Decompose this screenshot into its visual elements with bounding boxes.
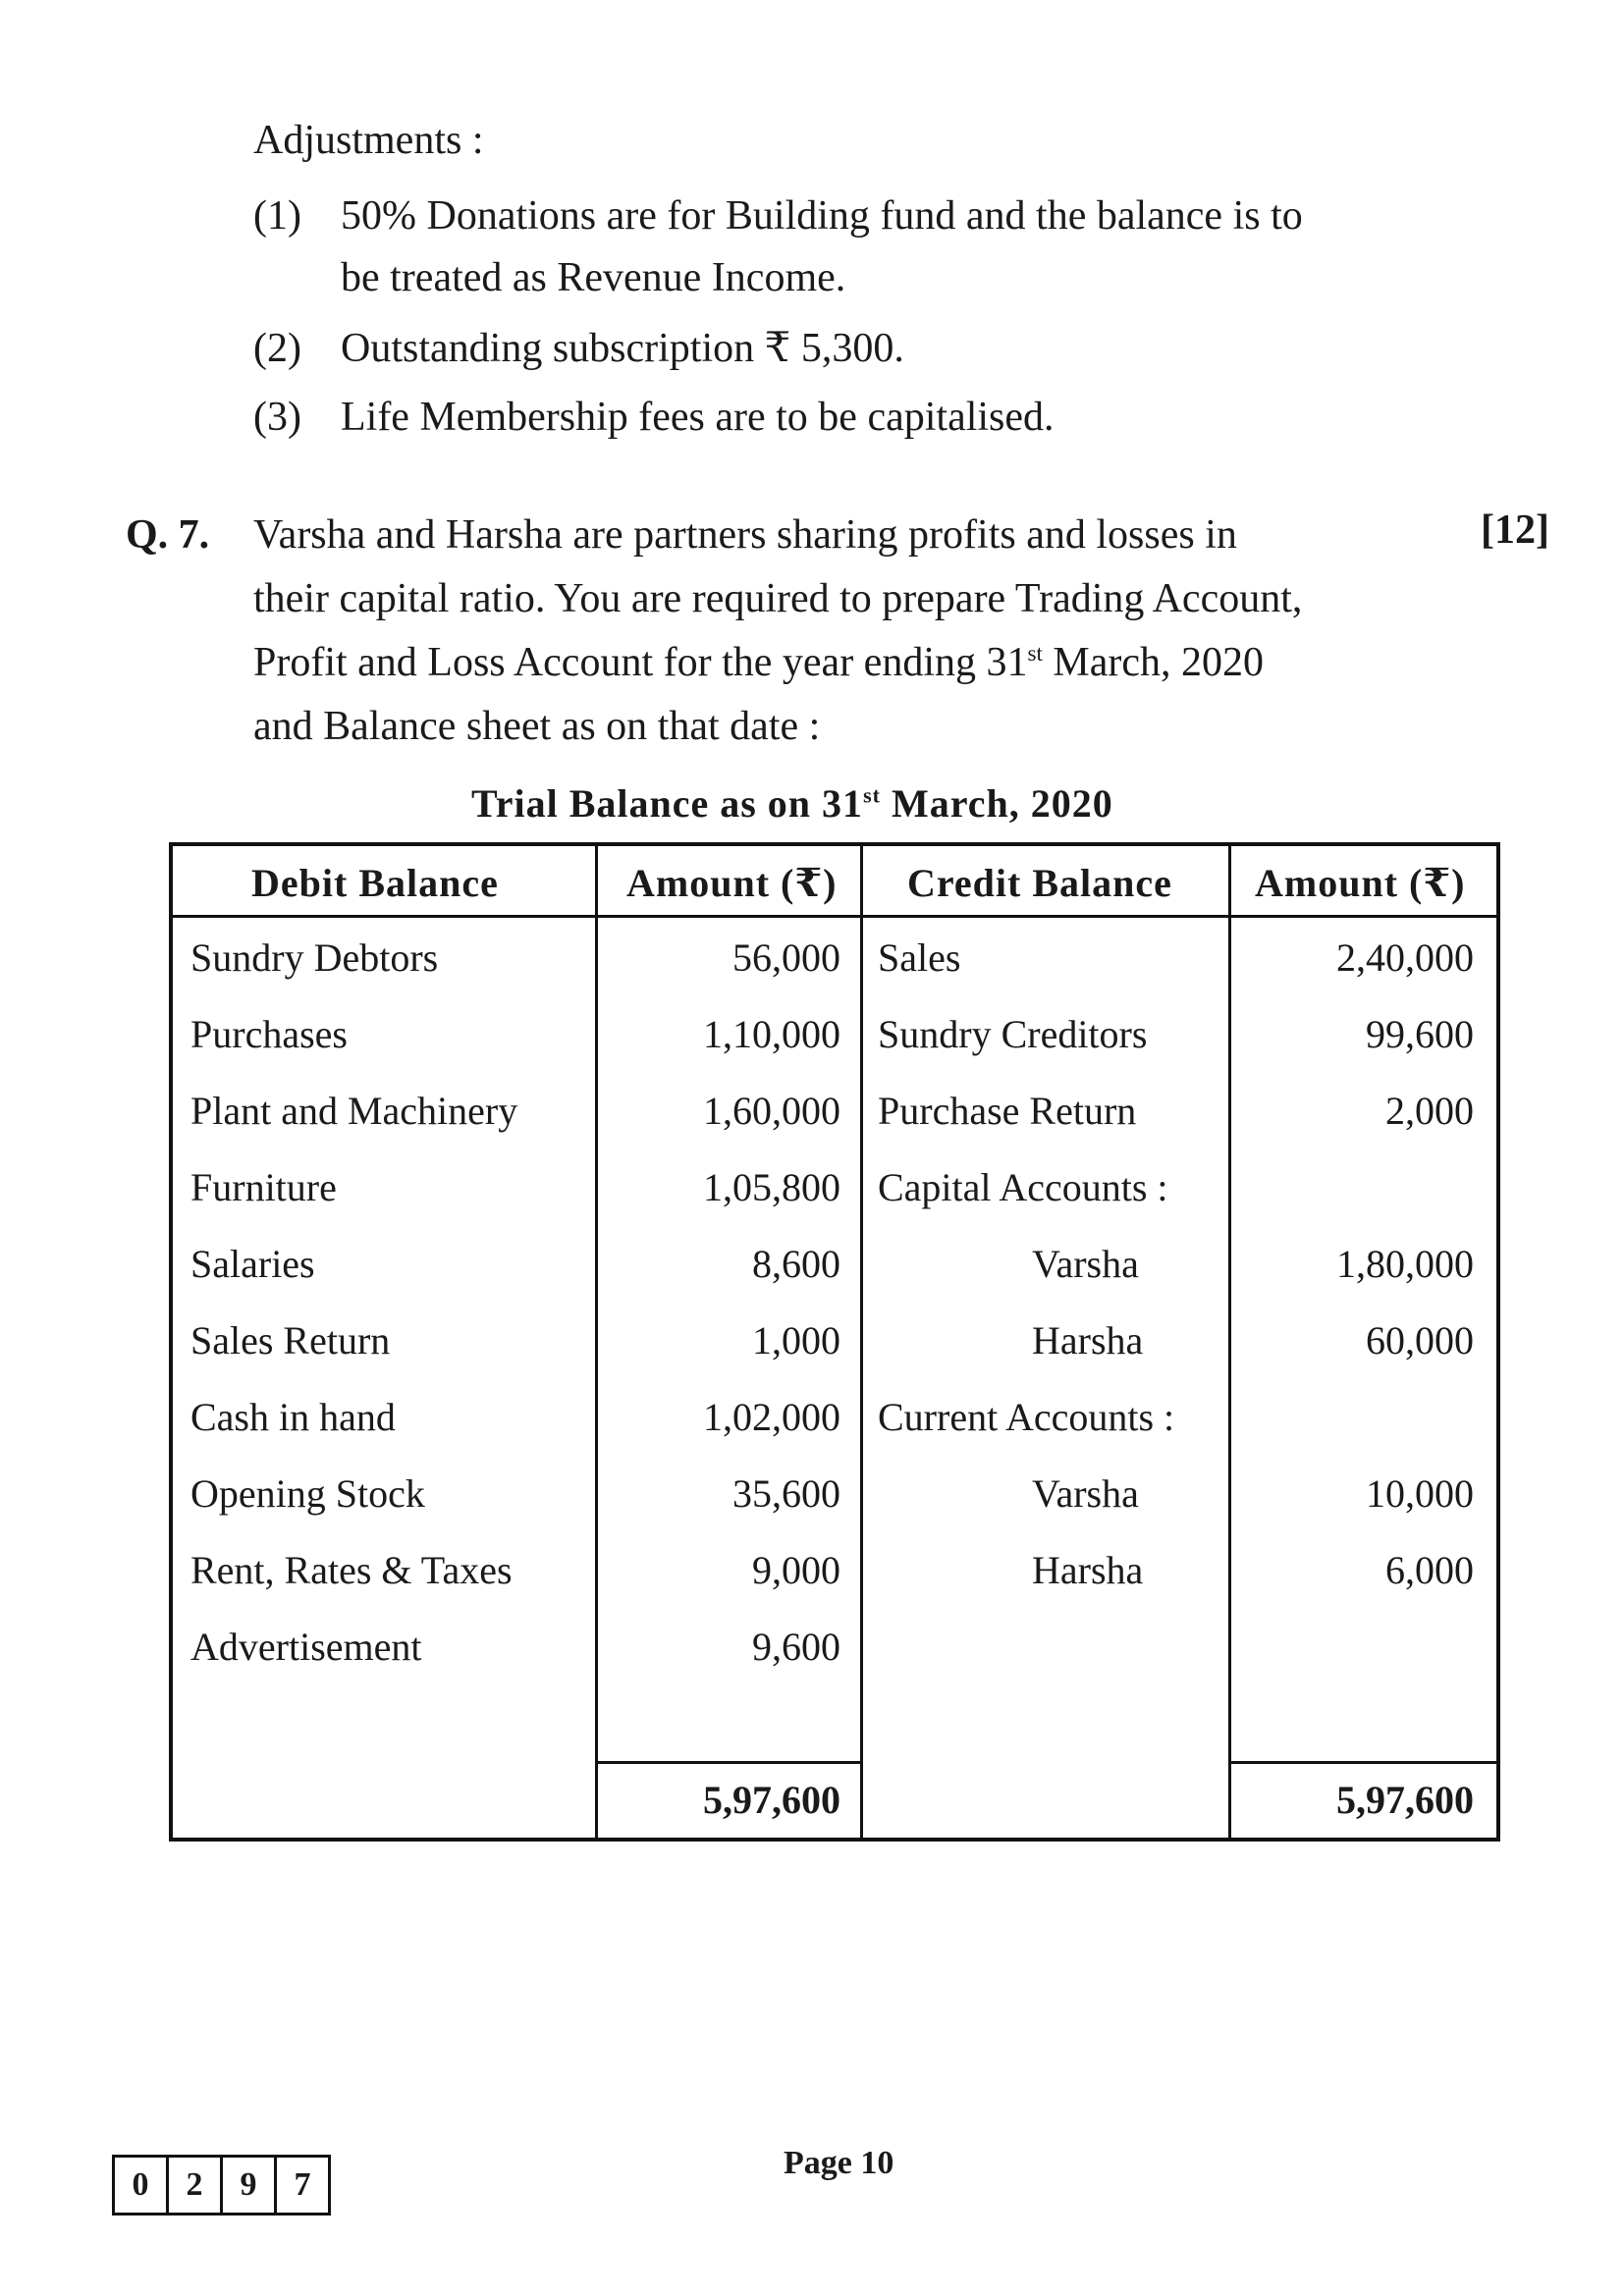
paper-code-digit: 0 — [115, 2158, 169, 2213]
question-line-3-rest: March, 2020 — [1042, 640, 1265, 685]
credit-item-amount: 60,000 — [1366, 1318, 1474, 1362]
credit-item-name: Current Accounts : — [878, 1395, 1175, 1439]
column-divider — [860, 846, 863, 1838]
header-credit-amount: Amount (₹) — [1255, 861, 1466, 905]
debit-item-amount: 1,05,800 — [703, 1165, 840, 1209]
question-label: Q. 7. — [126, 512, 210, 558]
adjustment-1-text: 50% Donations are for Building fund and the balance is to — [341, 193, 1303, 239]
debit-item-amount: 9,600 — [752, 1625, 840, 1669]
question-line-3-main: Profit and Loss Account for the year ending 31 — [253, 640, 1028, 685]
trial-balance-title-main: Trial Balance as on 31 — [471, 781, 864, 826]
debit-item-name: Sundry Debtors — [190, 935, 439, 980]
credit-item-amount: 99,600 — [1366, 1012, 1474, 1056]
header-credit-balance: Credit Balance — [907, 861, 1172, 905]
adjustment-1-number: (1) — [253, 193, 301, 239]
adjustment-2-text: Outstanding subscription ₹ 5,300. — [341, 326, 904, 371]
page-number: Page 10 — [784, 2145, 894, 2181]
trial-balance-table — [169, 842, 1500, 1842]
credit-item-amount: 10,000 — [1366, 1471, 1474, 1516]
header-divider — [173, 915, 1496, 918]
paper-code-digit: 2 — [169, 2158, 223, 2213]
credit-item-name: Sundry Creditors — [878, 1012, 1148, 1056]
trial-balance-title-sup: st — [863, 782, 881, 808]
credit-item-amount: 2,40,000 — [1336, 935, 1474, 980]
debit-item-name: Furniture — [190, 1165, 337, 1209]
debit-item-name: Salaries — [190, 1242, 315, 1286]
debit-item-amount: 9,000 — [752, 1548, 840, 1592]
header-debit-amount: Amount (₹) — [626, 861, 838, 905]
debit-item-amount: 1,000 — [752, 1318, 840, 1362]
question-line-1: Varsha and Harsha are partners sharing profits and losses in — [253, 512, 1237, 558]
total-divider-credit — [1228, 1761, 1496, 1764]
total-divider-debit — [595, 1761, 863, 1764]
debit-item-name: Cash in hand — [190, 1395, 396, 1439]
credit-item-name: Purchase Return — [878, 1089, 1137, 1133]
trial-balance-title — [471, 780, 1113, 827]
question-line-4: and Balance sheet as on that date : — [253, 704, 821, 749]
question-marks: [12] — [1481, 507, 1549, 553]
debit-item-amount: 56,000 — [732, 935, 840, 980]
debit-item-name: Plant and Machinery — [190, 1089, 518, 1133]
debit-item-name: Purchases — [190, 1012, 348, 1056]
debit-item-name: Opening Stock — [190, 1471, 425, 1516]
credit-item-name: Varsha — [1032, 1471, 1139, 1516]
credit-item-name: Harsha — [1032, 1548, 1144, 1592]
question-line-2: their capital ratio. You are required to prepare Trading Account, — [253, 576, 1303, 621]
credit-item-name: Capital Accounts : — [878, 1165, 1168, 1209]
debit-item-amount: 1,10,000 — [703, 1012, 840, 1056]
credit-item-amount: 1,80,000 — [1336, 1242, 1474, 1286]
adjustments-heading: Adjustments : — [253, 118, 484, 163]
debit-item-amount: 35,600 — [732, 1471, 840, 1516]
credit-item-amount: 2,000 — [1385, 1089, 1474, 1133]
adjustment-3-text: Life Membership fees are to be capitalised. — [341, 395, 1055, 440]
credit-item-name: Harsha — [1032, 1318, 1144, 1362]
debit-item-name: Advertisement — [190, 1625, 422, 1669]
paper-code-box — [112, 2155, 331, 2216]
credit-item-name: Sales — [878, 935, 961, 980]
credit-item-amount: 6,000 — [1385, 1548, 1474, 1592]
debit-item-amount: 8,600 — [752, 1242, 840, 1286]
adjustment-1-text-cont: be treated as Revenue Income. — [341, 255, 846, 300]
adjustment-3-number: (3) — [253, 395, 301, 440]
debit-total: 5,97,600 — [703, 1778, 840, 1822]
header-debit-balance: Debit Balance — [251, 861, 499, 905]
debit-item-name: Rent, Rates & Taxes — [190, 1548, 513, 1592]
credit-item-name: Varsha — [1032, 1242, 1139, 1286]
debit-item-amount: 1,60,000 — [703, 1089, 840, 1133]
paper-code-digit: 9 — [223, 2158, 277, 2213]
debit-item-name: Sales Return — [190, 1318, 391, 1362]
trial-balance-title-rest: March, 2020 — [880, 781, 1113, 826]
question-line-3-sup: st — [1027, 640, 1043, 666]
debit-item-amount: 1,02,000 — [703, 1395, 840, 1439]
adjustment-2-number: (2) — [253, 326, 301, 371]
question-line-3 — [253, 638, 1264, 687]
credit-total: 5,97,600 — [1336, 1778, 1474, 1822]
paper-code-digit: 7 — [294, 2166, 311, 2203]
